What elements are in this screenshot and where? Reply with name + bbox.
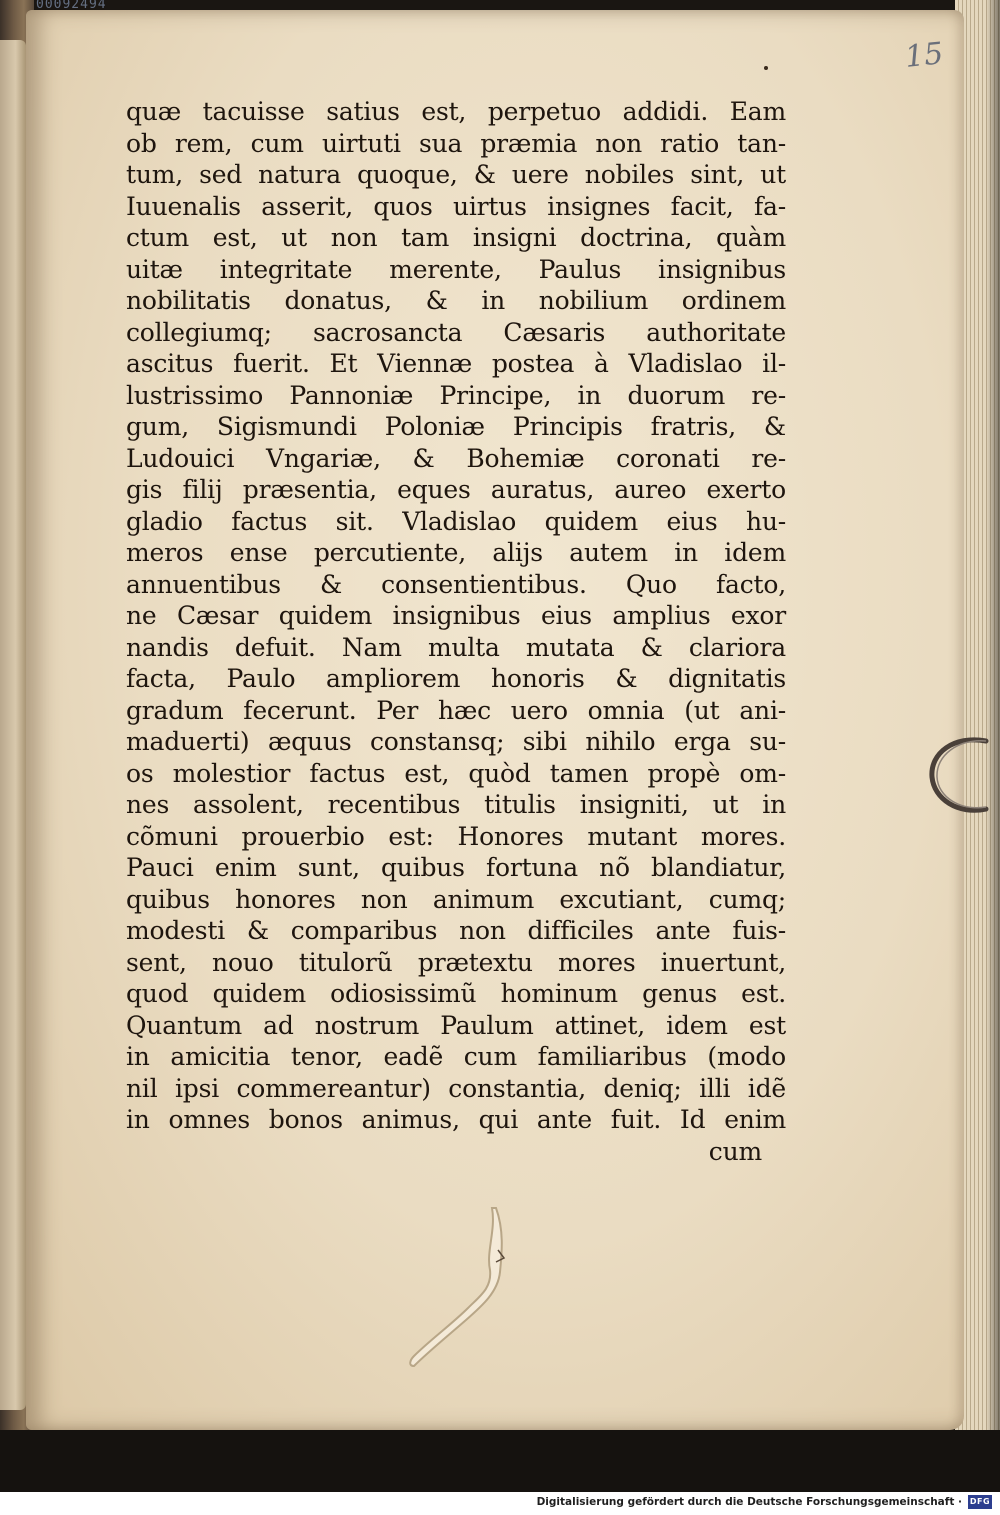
text-line: in omnes bonos animus, qui ante fuit. Id enim (126, 1105, 786, 1134)
page-edge-shadow (986, 0, 1000, 1440)
text-line: nil ipsi commereantur) constantia, deniq; illi idẽ (126, 1073, 786, 1103)
text-line: meros ense percutiente, alijs autem in idem (126, 538, 786, 567)
text-line: cõmuni prouerbio est: Honores mutant mores. (126, 821, 786, 851)
text-line: facta, Paulo ampliorem honoris & dignitatis (126, 664, 786, 693)
dfg-logo: DFG (968, 1495, 992, 1509)
text-line: ob rem, cum uirtuti sua præmia non ratio tan- (126, 128, 786, 158)
text-line: collegiumq; sacrosancta Cæsaris authoritate (126, 317, 786, 347)
text-line: gis filij præsentia, eques auratus, aureo exerto (126, 475, 786, 504)
text-line: os molestior factus est, quòd tamen propè om- (126, 758, 786, 788)
digitization-credit: Digitalisierung gefördert durch die Deutsche Forschungsgemeinschaft · (536, 1496, 962, 1508)
text-line: in amicitia tenor, eadẽ cum familiaribus (modo (126, 1042, 786, 1071)
text-line: lustrissimo Pannoniæ Principe, in duorum re- (126, 380, 786, 410)
binding-clasp-loop (924, 735, 990, 817)
catchword: cum (708, 1136, 762, 1166)
scan-background (0, 1430, 1000, 1492)
text-line: Pauci enim sunt, quibus fortuna nõ blandiatur, (126, 853, 786, 882)
text-line: quæ tacuisse satius est, perpetuo addidi. Eam (126, 97, 786, 126)
text-line: gradum fecerunt. Per hæc uero omnia (ut ani- (126, 695, 786, 725)
text-line: ctum est, ut non tam insigni doctrina, quàm (126, 223, 786, 252)
text-line: annuentibus & consentientibus. Quo facto, (126, 569, 786, 599)
text-line: nandis defuit. Nam multa mutata & clariora (126, 632, 786, 662)
text-line: maduerti) æquus constansq; sibi nihilo erga su- (126, 727, 786, 756)
text-line: tum, sed natura quoque, & uere nobiles sint, ut (126, 160, 786, 189)
folio-number: 15 (903, 36, 945, 75)
ink-dot (764, 66, 768, 70)
page-text (126, 96, 786, 1167)
text-line: Ludouici Vngariæ, & Bohemiæ coronati re- (126, 443, 786, 473)
text-line: Quantum ad nostrum Paulum attinet, idem est (126, 1010, 786, 1040)
text-line: nes assolent, recentibus titulis insigniti, ut in (126, 790, 786, 819)
text-line: nobilitatis donatus, & in nobilium ordinem (126, 286, 786, 315)
text-line: gum, Sigismundi Poloniæ Principis fratris, & (126, 412, 786, 441)
adjacent-page-edge (0, 40, 26, 1410)
text-line: modesti & comparibus non difficiles ante fuis- (126, 916, 786, 945)
text-line: quibus honores non animum excutiant, cumq; (126, 884, 786, 914)
text-line: quod quidem odiosissimũ hominum genus est. (126, 979, 786, 1008)
text-line: Iuuenalis asserit, quos uirtus insignes facit, fa- (126, 191, 786, 221)
text-line: gladio factus sit. Vladislao quidem eius hu- (126, 506, 786, 536)
text-line: ne Cæsar quidem insignibus eius amplius exor (126, 601, 786, 630)
text-line: uitæ integritate merente, Paulus insignibus (126, 254, 786, 284)
text-line: sent, nouo titulorũ prætextu mores inuertunt, (126, 947, 786, 977)
paper-tear (400, 1200, 520, 1370)
archive-stamp: 00092494 (36, 0, 107, 12)
text-line: ascitus fuerit. Et Viennæ postea à Vladislao il- (126, 349, 786, 378)
